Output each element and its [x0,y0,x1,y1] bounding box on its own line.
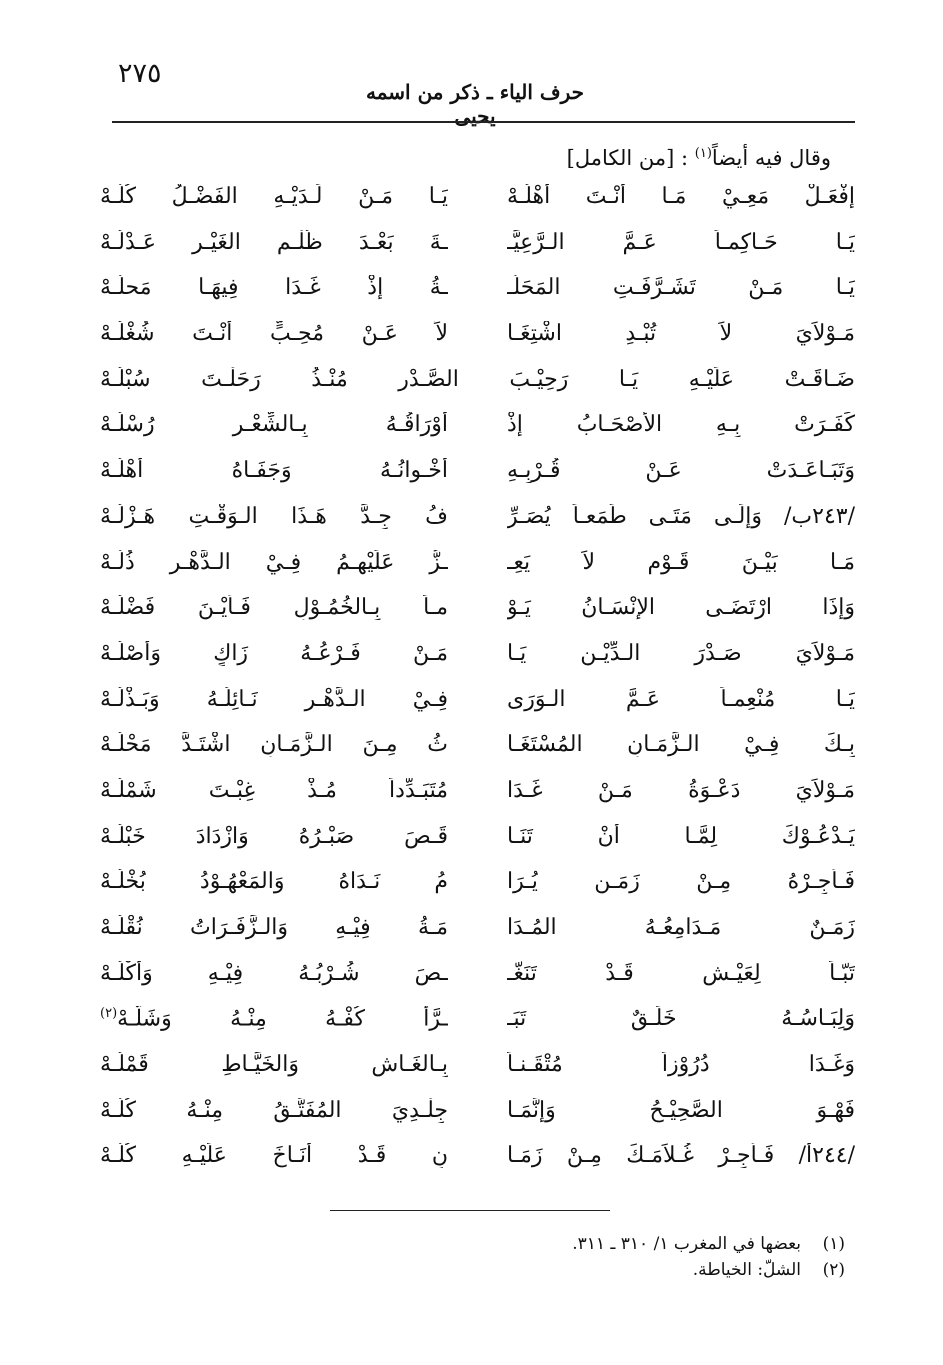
verse-second-text: نٍ قَـدْ أَنَـاخَ عَلَيْـهِ كُلُّـهْ [100,1143,448,1169]
verse-line [100,863,855,909]
verse-line [100,452,855,498]
footnote-text: الشلّ: الخياطة. [692,1260,801,1280]
verse-line [100,1137,855,1183]
intro-meter: : [من الكامل] [566,146,689,170]
verse-first-hemistich: إفْعَـلْ مَعِـيْ مَـا أَنْـتَ أَهْلُـهْ [507,184,855,209]
verse-second-text: بِـالغَـاشِ وَالخَيَّـاطِ قَمْلُـهْ [100,1052,448,1078]
verse-second-hemistich [100,184,448,209]
footnote-text: بعضها في المغرب ١/ ٣١٠ ـ ٣١١. [572,1234,801,1254]
verse-second-text: ـزُّ عَلَيْهِـمُ فِـيْ الـدَّهْـرِ ذُلُّـهْ [100,549,448,575]
verse-line [100,315,855,361]
verse-line [100,681,855,727]
verse-second-hemistich [100,869,448,894]
verse-second-text: مـاً بِـالخُمُـوْلِ فَـأَيْـنَ فَضْلُـهْ [100,595,448,621]
footnote-number: (٢) [822,1260,845,1280]
poem [100,178,855,1183]
verse-second-hemistich [100,230,448,255]
footnote-rule [330,1210,610,1211]
footnotes [572,1234,845,1286]
verse-second-text: ـصَ شُـرْبُـهُ فِيْـهِ وَأَكْلُـهْ [100,960,448,986]
verse-first-hemistich: يَـا مَـنْ تَشَـرَّفَـتِ المَحَلَّـ [507,275,855,301]
verse-first-hemistich: كَفَـرَتْ بِـهِ الأَصْحَـابُ إِذْ [507,412,855,438]
verse-second-hemistich [100,1006,448,1031]
verse-second-text: يَـا مَـنْ لَـدَيْـهِ الفَضْـلُ كُلُّـهْ [100,184,448,209]
verse-line [100,178,855,224]
verse-second-text: جِلْـدِيَ المُفَتَّـقُ مِنْـهُ كُلُّـهْ [100,1097,448,1123]
verse-first-hemistich: يَـدْعُـوْكَ لِمَّـا أَنْ تَنَـا [507,823,855,849]
verse-first-hemistich: فَهْـوَ الصَّحِيْـحُ وَإِنَّمَـا [507,1097,855,1123]
verse-first-hemistich: مَـوْلاَيَ صَـدْرَ الـدِّيْـنِ يَـا [507,640,855,666]
verse-second-hemistich [100,504,448,529]
verse-second-hemistich [100,412,448,437]
verse-second-hemistich [100,915,448,940]
verse-second-text: مَـةُ فِيْـهِ وَالـزَّفَـرَاتُ نُقْلُـهْ [100,915,448,940]
verse-line [100,406,855,452]
verse-first-hemistich: فَـأَجِـرْهُ مِـنْ زَمَـنٍ يُـرَا [507,869,855,895]
verse-second-hemistich [100,321,448,346]
verse-second-hemistich [100,1143,448,1168]
verse-first-hemistich: زَمَـنٌ مَـدَامِعُـهُ المُـدَا [507,915,855,940]
running-header: حرف الياء ـ ذكر من اسمه يحيى [366,80,584,128]
verse-first-hemistich: مَـوْلاَيَ دَعْـوَةُ مَـنْ غَـدَا [507,777,855,803]
verse-second-hemistich [100,595,448,620]
verse-second-text: مُتَبَـدِّداً مُـذْ غِبْـتَ شَمْلُـهْ [100,777,448,803]
verse-second-hemistich [100,458,448,483]
verse-line [100,361,855,407]
verse-line [100,269,855,315]
verse-second-text: أَوْرَاقُـهُ بِـالشِّعْـرِ رُسْلُـهْ [100,412,448,438]
verse-second-text: ـةُ إِذْ غَـدَا فِيهَـا مَحلُّـهْ [100,275,448,301]
verse-first-hemistich: بِـكَ فِـيْ الـزَّمَـانِ المُسْتَغَـا [507,732,855,758]
verse-second-text: ثُ مِـنَ الـزَّمَـانِ اشْتَـدَّ مَحْلُـهْ [100,732,448,758]
verse-second-text: مَـنْ فَـرْعُـهُ زَاكٍ وَأَصْلُـهْ [100,640,448,666]
verse-line [100,1000,855,1046]
verse-line [100,955,855,1001]
verse-line [100,1046,855,1092]
verse-second-text: فُ جِـدَّ هَـذَا الـوَقْـتِ هَـزْلُـهْ [100,503,448,529]
verse-second-text: لاً عَـنْ مُحِـبٍّ أَنْـتَ شُغْلُـهْ [100,321,448,347]
verse-line [100,589,855,635]
verse-first-hemistich: وَلِبَـاسُـهُ خَلَـقٌ تَبَـ [507,1006,855,1032]
intro-footnote-ref: (١) [694,146,712,161]
verse-line [100,635,855,681]
verse-first-hemistich: مَـوْلاَيَ لاَ تُبْـدِ اشْتِغَـا [507,321,855,347]
verse-line [100,818,855,864]
verse-first-hemistich: مَـا بَيْـنَ قَـوْمٍ لاَ يَعِـ [507,549,855,575]
verse-second-hemistich [100,550,448,575]
verse-line [100,1092,855,1138]
verse-first-hemistich: تَبّـاً لِعَيْـشٍ قَـدْ تَنَغَّـ [507,960,855,986]
verse-full-line: ضَـاقَـتْ عَلَيْـهِ يَـا رَحِيْـبَ الصَّـدْرِ مُنْـذُ رَحَلْـتَ سُبْلُـهْ [100,366,855,392]
verse-second-text: فِـيْ الـدَّهْـرِ نَـائِلُـهُ وَبَـذْلُـهْ [100,686,448,712]
verse-first-hemistich: يَـا حَـاكِمـاً عَـمَّ الـرَّعِيَّـ [507,229,855,255]
verse-second-text: أُخْـوانُـهُ وَجَفَـاهُ أَهْلُـهْ [100,458,448,484]
verse-line [100,498,855,544]
verse-second-text: مُ نَـدَاهُ وَالمَعْهُـوْدُ بُخْلُـهْ [100,869,448,895]
verse-second-hemistich [100,275,448,300]
verse-second-hemistich [100,824,448,849]
verse-line [100,772,855,818]
verse-first-hemistich: /٢٤٣ب/ وَإِلَـى مَتَـى طَمَعـاً يُصَـرِّ [507,503,855,529]
verse-second-text: ـةَ بَعْـدَ ظُلْـمِ الغَيْـرِ عَـدْلُـهْ [100,229,448,255]
verse-second-hemistich [100,961,448,986]
verse-second-hemistich [100,641,448,666]
verse-line [100,726,855,772]
verse-first-hemistich: وَغَـدَا دُرُوْزاً مُتْقَـنـاً [507,1052,855,1078]
verse-first-hemistich: /٢٤٤أ/ فَـأَجِـرْ غُـلاَمَـكَ مِـنْ زَمَـا [507,1143,855,1169]
page-number: ٢٧٥ [118,58,162,89]
verse-second-hemistich [100,732,448,757]
verse-first-hemistich: يَـا مُنْعِمـاً عَـمَّ الـوَرَى [507,686,855,712]
verse-second-text: ـرَّأَ كُفْـهُ مِنْـهُ وَشَلُّـهْ [117,1006,448,1032]
verse-line [100,224,855,270]
intro-line [567,146,831,170]
header-rule [112,121,855,123]
verse-first-hemistich: وَتَبَـاعَـدَتْ عَـنْ قُـرْبِـهِ [507,458,855,484]
footnote-number: (١) [822,1234,845,1254]
verse-second-hemistich [100,778,448,803]
verse-first-hemistich: وَإِذَا ارْتَضَـى الإِنْسَـانُ يَـوْ [507,595,855,621]
intro-text: وقال فيه أيضاً [711,146,831,170]
verse-second-hemistich [100,1052,448,1077]
footnote [572,1234,845,1260]
verse-second-hemistich [100,687,448,712]
verse-line [100,909,855,955]
verse-footnote-ref: (٢) [100,1006,118,1022]
verse-line [100,544,855,590]
verse-second-hemistich [100,1098,448,1123]
footnote [572,1260,845,1286]
verse-second-text: قَـصَ صَبْـرُهُ وَازْدَادَ خَبْلُـهْ [100,823,448,849]
